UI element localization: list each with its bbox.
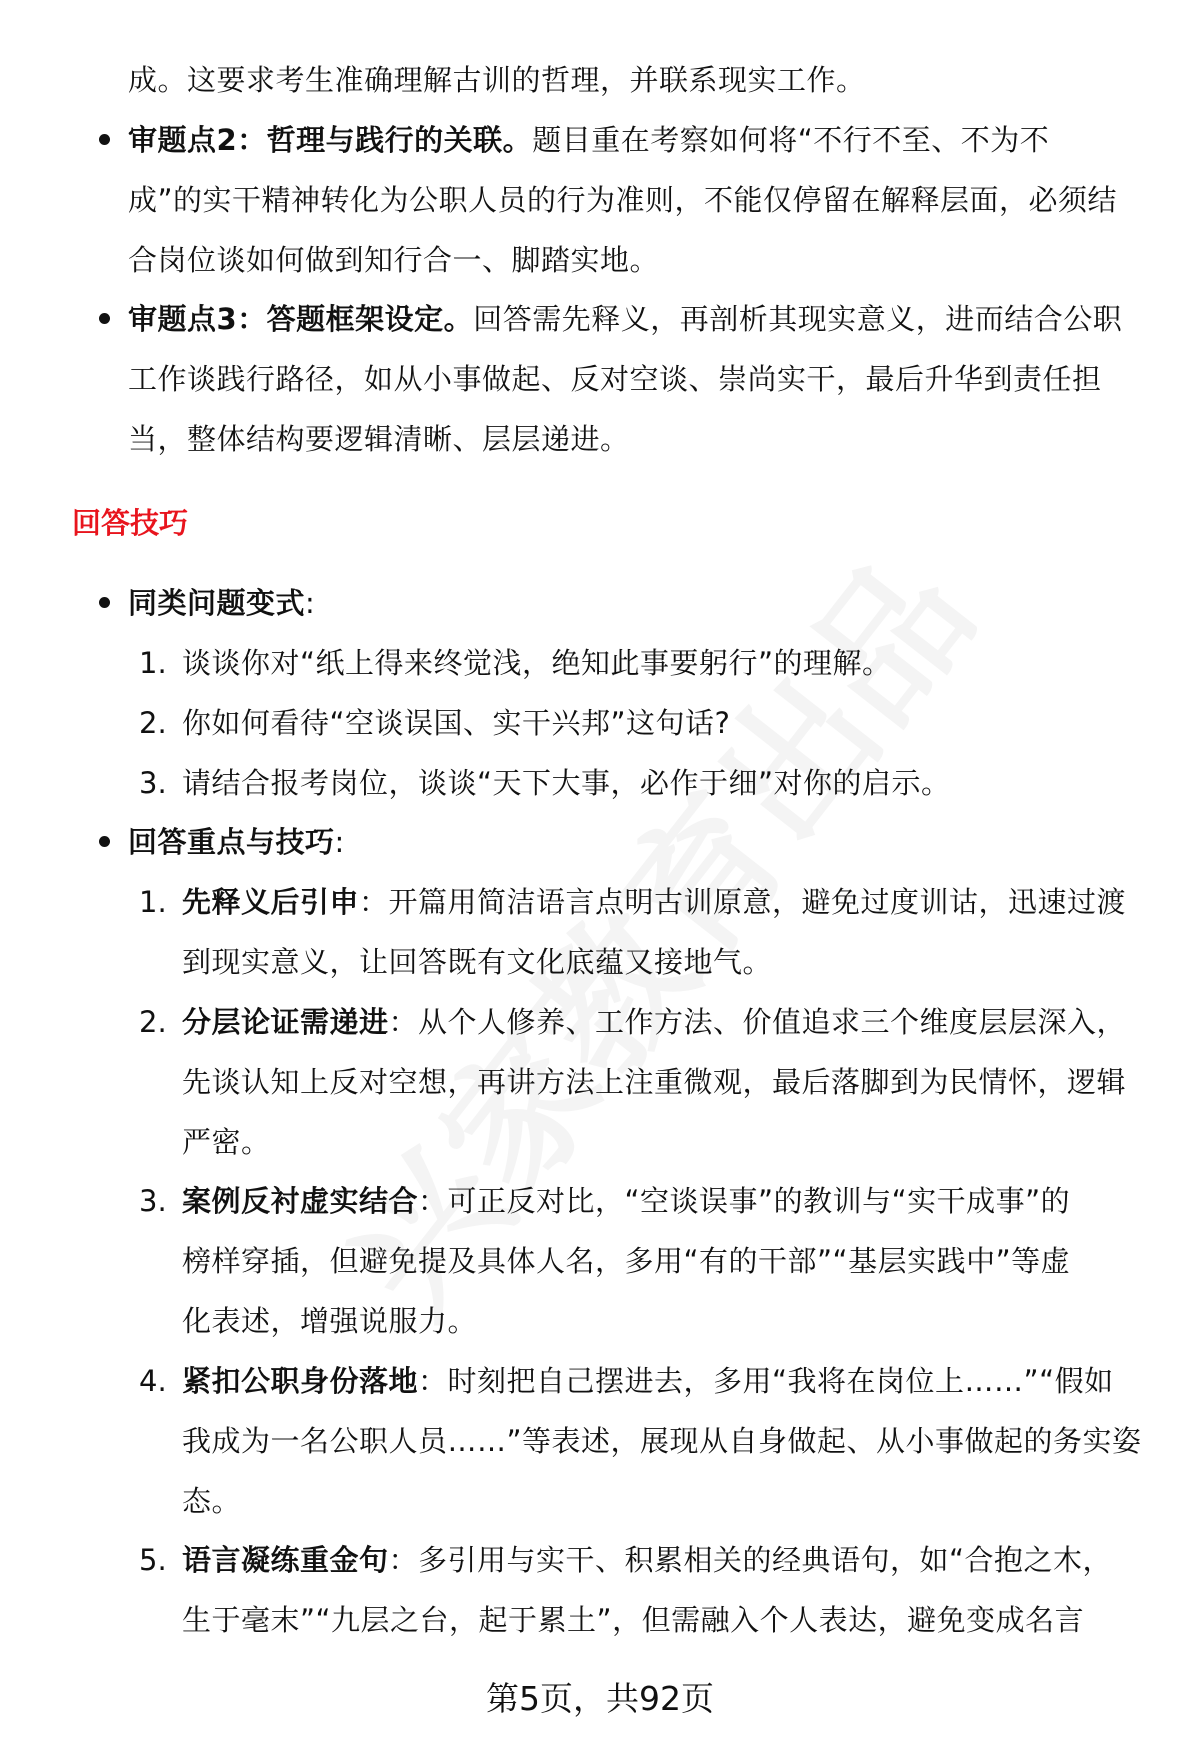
tip-5-label: 语言凝练重金句	[182, 1543, 389, 1577]
tip-1-line-1: 先释义后引申：开篇用简洁语言点明古训原意，避免过度训诂，迅速过渡	[182, 885, 1127, 919]
point-3-line-2: 工作谈践行路径，如从小事做起、反对空谈、崇尚实干，最后升华到责任担	[128, 362, 1102, 396]
tip-4-line-3: 态。	[182, 1484, 242, 1518]
tip-3-line-3: 化表述，增强说服力。	[182, 1304, 478, 1338]
variants-label: 同类问题变式	[128, 586, 306, 620]
variant-3-number: 3.	[139, 766, 167, 800]
point-3-line-3: 当，整体结构要逻辑清晰、层层递进。	[128, 422, 630, 456]
tips-label: 回答重点与技巧	[128, 825, 335, 859]
tip-5-line-2: 生于毫末”“九层之台，起于累土”，但需融入个人表达，避免变成名言	[182, 1603, 1085, 1637]
point-3-line-1: 审题点3：答题框架设定。回答需先释义，再剖析其现实意义，进而结合公职	[128, 302, 1123, 336]
tip-4-line-1: 紧扣公职身份落地：时刻把自己摆进去，多用“我将在岗位上……”“假如	[182, 1364, 1114, 1398]
tip-2-label: 分层论证需递进	[182, 1005, 389, 1039]
point-2-line-3: 合岗位谈如何做到知行合一、脚踏实地。	[128, 243, 660, 277]
variant-2-number: 2.	[139, 706, 167, 740]
tips-heading: 回答重点与技巧:	[128, 825, 345, 859]
variant-2-text: 你如何看待“空谈误国、实干兴邦”这句话?	[182, 706, 731, 740]
tip-3-line-1: 案例反衬虚实结合：可正反对比，“空谈误事”的教训与“实干成事”的	[182, 1184, 1071, 1218]
bullet-icon	[99, 134, 110, 145]
point-2-label: 审题点2：哲理与践行的关联。	[128, 123, 533, 157]
tip-2-number: 2.	[139, 1005, 167, 1039]
variant-3-text: 请结合报考岗位，谈谈“天下大事，必作于细”对你的启示。	[182, 766, 951, 800]
point-3-label: 审题点3：答题框架设定。	[128, 302, 474, 336]
tip-3-number: 3.	[139, 1184, 167, 1218]
tip-1-label: 先释义后引申	[182, 885, 360, 919]
bullet-icon	[99, 597, 110, 608]
section-title: 回答技巧	[72, 506, 189, 540]
tip-4-label: 紧扣公职身份落地	[182, 1364, 419, 1398]
tip-5-line-1: 语言凝练重金句：多引用与实干、积累相关的经典语句，如“合抱之木，	[182, 1543, 1113, 1577]
variant-1-number: 1.	[139, 646, 167, 680]
tip-1-number: 1.	[139, 885, 167, 919]
tip-1-line-2: 到现实意义，让回答既有文化底蕴又接地气。	[182, 945, 773, 979]
tip-2-line-2: 先谈认知上反对空想，再讲方法上注重微观，最后落脚到为民情怀，逻辑	[182, 1065, 1127, 1099]
watermark	[288, 507, 1012, 1349]
tip-3-label: 案例反衬虚实结合	[182, 1184, 419, 1218]
tip-5-number: 5.	[139, 1543, 167, 1577]
point-2-line-1: 审题点2：哲理与践行的关联。题目重在考察如何将“不行不至、不为不	[128, 123, 1050, 157]
tip-4-number: 4.	[139, 1364, 167, 1398]
tip-2-line-3: 严密。	[182, 1125, 271, 1159]
variants-heading: 同类问题变式:	[128, 586, 316, 620]
tip-4-line-2: 我成为一名公职人员……”等表述，展现从自身做起、从小事做起的务实姿	[182, 1424, 1142, 1458]
tip-3-line-2: 榜样穿插，但避免提及具体人名，多用“有的干部”“基层实践中”等虚	[182, 1244, 1071, 1278]
bullet-icon	[99, 313, 110, 324]
continuation-text: 成。这要求考生准确理解古训的哲理，并联系现实工作。	[128, 63, 866, 97]
bullet-icon	[99, 836, 110, 847]
point-2-line-2: 成”的实干精神转化为公职人员的行为准则，不能仅停留在解释层面，必须结	[128, 183, 1118, 217]
variant-1-text: 谈谈你对“纸上得来终觉浅，绝知此事要躬行”的理解。	[182, 646, 892, 680]
tip-2-line-1: 分层论证需递进：从个人修养、工作方法、价值追求三个维度层层深入，	[182, 1005, 1127, 1039]
page-number: 第5页，共92页	[486, 1679, 714, 1718]
